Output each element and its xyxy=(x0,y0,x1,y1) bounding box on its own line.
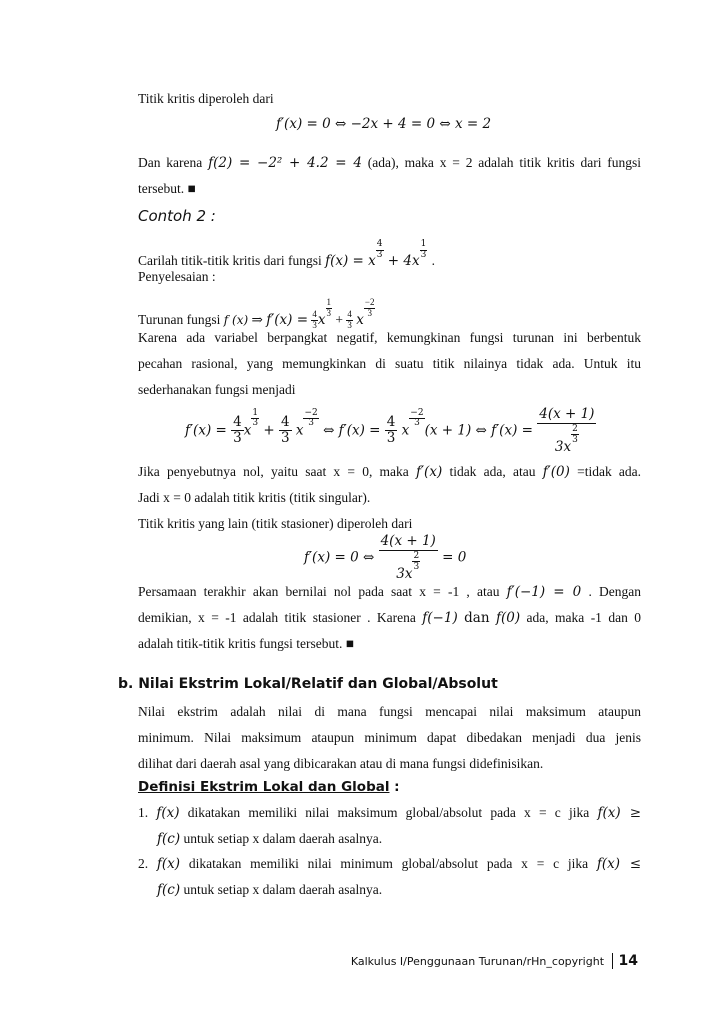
text-line: dilihat dari daerah asal yang dibicarakan atau di mana fungsi didefinisikan. xyxy=(138,756,544,771)
text-line: Penyelesaian : xyxy=(138,269,216,284)
text-span: Persamaan terakhir akan bernilai nol pada saat x = -1 , atau xyxy=(138,584,500,599)
text-line xyxy=(138,156,641,171)
exponent-fraction: $\frac{1}{3}$ xyxy=(420,239,427,260)
arrow-symbol: ⇒ xyxy=(251,311,263,327)
exponent-fraction: $\frac{4}{3}$ xyxy=(376,239,383,260)
text-span: f(x) = x xyxy=(325,252,376,269)
text-span: f′(x) = xyxy=(266,311,309,328)
text-span: ⇔ xyxy=(323,422,335,439)
text-line xyxy=(138,465,641,480)
text-span: x xyxy=(317,311,326,328)
text-span: f(c) xyxy=(157,831,181,847)
text-span: x xyxy=(401,422,410,439)
text-span: =tidak ada. xyxy=(577,464,642,479)
text-span: Definisi Ekstrim Lokal dan Global xyxy=(138,779,390,795)
equation: f(2) = −2² + 4.2 = 4 xyxy=(208,155,362,171)
footer-text: Kalkulus I/Penggunaan Turunan/rHn_copyright xyxy=(350,955,605,968)
text-span: f′(x) = 0 ⇔ xyxy=(304,549,375,566)
text-span: 1. xyxy=(138,805,149,820)
list-item xyxy=(138,857,641,872)
section-heading: b. Nilai Ekstrim Lokal/Relatif dan Global/Absolut xyxy=(118,676,498,692)
text-span: Jika penyebutnya nol, yaitu saat x = 0, maka xyxy=(138,464,409,479)
text-span: (ada), maka x = 2 adalah titik kritis dari fungsi xyxy=(367,155,642,170)
text-span: Carilah titik-titik kritis dari fungsi xyxy=(138,252,322,268)
text-span: 2. xyxy=(138,856,149,871)
text-span: tidak ada, atau xyxy=(449,464,536,479)
text-span: ⇔ xyxy=(475,422,487,439)
text-span: f (x) xyxy=(223,312,249,327)
text-line: sederhanakan fungsi menjadi xyxy=(138,382,296,397)
text-span: f(c) xyxy=(157,882,181,898)
function-definition xyxy=(325,239,432,269)
text-span: Dan karena xyxy=(138,155,203,170)
text-span: (x + 1) xyxy=(424,422,472,439)
exponent-fraction: $\frac{1}{3}$ xyxy=(326,297,332,318)
text-span: dikatakan memiliki nilai maksimum global/absolut pada x = c jika xyxy=(187,805,590,820)
text-span: dan xyxy=(464,610,490,626)
coefficient-fraction: $\frac{4}{3}$ xyxy=(347,309,352,331)
text-span: : xyxy=(389,779,400,795)
text-line: Titik kritis diperoleh dari xyxy=(138,91,274,106)
text-span: f(x) xyxy=(156,856,181,872)
text-line: Jadi x = 0 adalah titik kritis (titik singular). xyxy=(138,490,371,505)
list-item-cont xyxy=(157,883,382,898)
text-span: + 4x xyxy=(383,252,420,269)
definition-title xyxy=(138,780,400,795)
text-span: x xyxy=(356,311,364,328)
text-span: f(−1) xyxy=(422,610,458,626)
coefficient-fraction: $\frac{4}{3}$ xyxy=(312,309,317,331)
text-line: Titik kritis yang lain (titik stasioner) diperoleh dari xyxy=(138,516,413,531)
text-line: adalah titik-titik kritis fungsi tersebut. ■ xyxy=(138,636,354,651)
text-span: . Dengan xyxy=(588,584,642,599)
text-span: = 0 xyxy=(442,549,467,566)
equation: f′(x) = 0 ⇔ −2x + 4 = 0 ⇔ x = 2 xyxy=(276,116,492,132)
exponent-fraction: $\frac{-2}{3}$ xyxy=(410,407,424,429)
text-line: Karena ada variabel berpangkat negatif, kemungkinan fungsi turunan ini berbentuk xyxy=(138,330,641,345)
list-item xyxy=(138,806,641,821)
text-line xyxy=(138,611,641,626)
text-span: f′(x) = xyxy=(185,422,227,439)
list-item-cont xyxy=(157,832,382,847)
text-span: f′(x) = xyxy=(338,422,381,439)
equation xyxy=(304,535,466,581)
derivative-line xyxy=(138,298,375,331)
example-prompt xyxy=(138,240,435,268)
text-span: f′(0) xyxy=(542,464,570,480)
text-span: Turunan fungsi xyxy=(138,311,221,327)
example-title: Contoh 2 : xyxy=(138,207,216,225)
page-footer xyxy=(351,953,638,969)
text-line: tersebut. ■ xyxy=(138,181,196,196)
text-span: f(x) ≥ xyxy=(597,805,642,821)
text-span: dikatakan memiliki nilai minimum global/absolut pada x = c jika xyxy=(188,856,589,871)
text-span: x xyxy=(243,422,252,439)
fraction: $\frac{4}{3}$ xyxy=(233,413,242,447)
exponent-fraction: $\frac{1}{3}$ xyxy=(252,407,259,429)
text-span: f(x) xyxy=(156,805,180,821)
page-number: 14 xyxy=(612,953,638,969)
exponent-fraction: $\frac{-2}{3}$ xyxy=(364,297,375,318)
text-span: f′(x) xyxy=(416,464,443,480)
text-span: ada, maka -1 dan 0 xyxy=(526,610,642,625)
text-line: pecahan rasional, yang memungkinkan di suatu titik nilainya tidak ada. Untuk itu xyxy=(138,356,641,371)
text-span: f(x) ≤ xyxy=(596,856,642,872)
text-span: untuk setiap x dalam daerah asalnya. xyxy=(183,882,383,897)
text-span: + xyxy=(263,422,275,439)
fraction: $\frac{4}{3}$ xyxy=(280,413,290,447)
fraction: 4(x + 1) 3x $\frac{2}{3}$ xyxy=(539,406,595,455)
text-span: f′(−1) = 0 xyxy=(506,584,582,600)
text-span: . xyxy=(431,252,436,268)
fraction: 4(x + 1) 3x $\frac{2}{3}$ xyxy=(380,533,436,582)
text-line: Nilai ekstrim adalah nilai di mana fungsi mencapai nilai maksimum ataupun xyxy=(138,704,641,719)
text-span: x xyxy=(295,422,304,439)
fraction: $\frac{4}{3}$ xyxy=(386,413,396,447)
text-span: demikian, x = -1 adalah titik stasioner . Karena xyxy=(138,610,416,625)
exponent-fraction: $\frac{-2}{3}$ xyxy=(304,407,318,429)
text-line: minimum. Nilai maksimum ataupun minimum dapat dibedakan menjadi dua jenis xyxy=(138,730,641,745)
text-span: f(0) xyxy=(495,610,521,626)
text-span: untuk setiap x dalam daerah asalnya. xyxy=(183,831,383,846)
text-span: f′(x) = xyxy=(491,422,533,439)
text-line xyxy=(138,585,641,600)
text-span: + xyxy=(335,311,344,327)
equation xyxy=(185,408,596,454)
